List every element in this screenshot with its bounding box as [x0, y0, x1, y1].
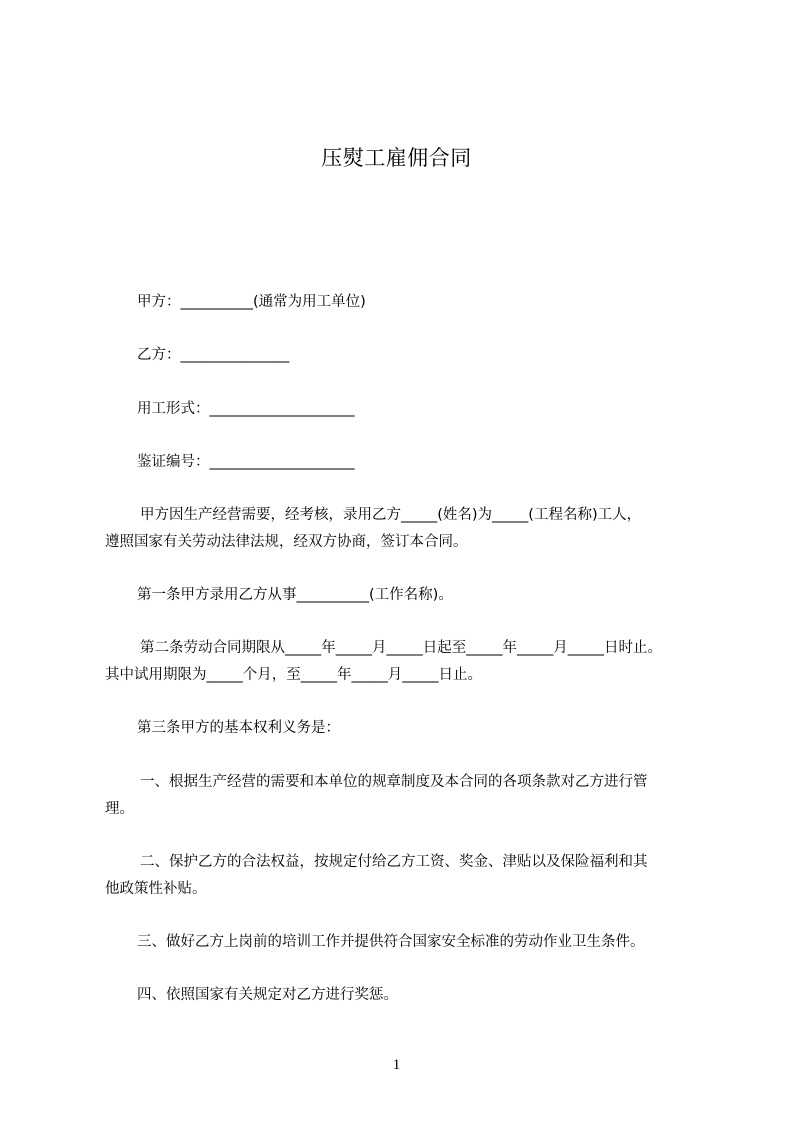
party-b-line: 乙方：_______________: [137, 347, 290, 363]
article-3-item-2-line-2: 他政策性补贴。: [105, 881, 207, 897]
authentication-number-line: 鉴证编号：____________________: [137, 454, 355, 470]
article-3-item-4: 四、依照国家有关规定对乙方进行奖惩。: [137, 987, 398, 1003]
article-1: 第一条甲方录用乙方从事__________(工作名称)。: [137, 587, 453, 603]
intro-paragraph-line-2: 遵照国家有关劳动法律法规，经双方协商，签订本合同。: [105, 534, 468, 550]
article-3-heading: 第三条甲方的基本权利义务是：: [137, 720, 340, 736]
article-3-item-1-line-1: 一、根据生产经营的需要和本单位的规章制度及本合同的各项条款对乙方进行管: [140, 774, 648, 790]
page-number: 1: [392, 1057, 401, 1073]
intro-paragraph-line-1: 甲方因生产经营需要，经考核，录用乙方_____(姓名)为_____(工程名称)工人，: [140, 507, 642, 523]
article-3-item-1-line-2: 理。: [105, 801, 134, 817]
party-a-line: 甲方：__________(通常为用工单位): [137, 294, 366, 310]
document-title: 压熨工雇佣合同: [321, 146, 472, 170]
article-2-line-1: 第二条劳动合同期限从_____年_____月_____日起至_____年_____月_____日时止。: [140, 640, 662, 656]
article-3-item-2-line-1: 二、保护乙方的合法权益，按规定付给乙方工资、奖金、津贴以及保险福利和其: [140, 854, 648, 870]
article-3-item-3: 三、做好乙方上岗前的培训工作并提供符合国家安全标准的劳动作业卫生条件。: [137, 934, 645, 950]
employment-form-line: 用工形式：____________________: [137, 401, 355, 417]
article-2-line-2: 其中试用期限为_____个月，至_____年_____月_____日止。: [105, 667, 482, 683]
